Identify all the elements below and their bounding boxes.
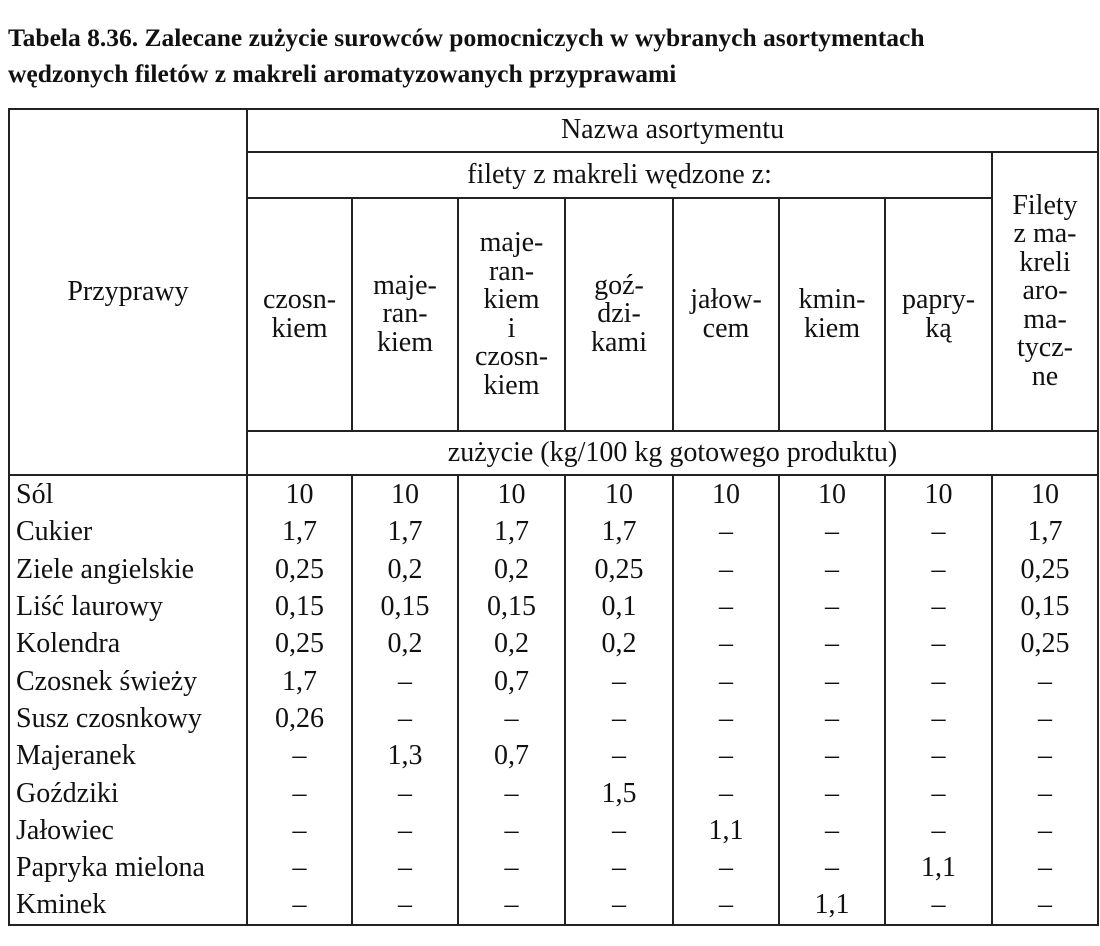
- table-cell: –: [992, 737, 1098, 774]
- table-row: [9, 625, 1098, 662]
- row-label: Majeranek: [9, 737, 247, 774]
- table-cell: 0,15: [992, 588, 1098, 625]
- table-row: [9, 774, 1098, 811]
- row-label: Ziele angielskie: [9, 551, 247, 588]
- row-label: Goździki: [9, 774, 247, 811]
- table-cell: –: [247, 812, 352, 849]
- group-header: Nazwa asortymentu: [247, 109, 1098, 152]
- table-cell: –: [673, 588, 779, 625]
- column-header: jałow- cem: [673, 198, 779, 431]
- table-cell: –: [458, 886, 565, 924]
- table-cell: 0,15: [458, 588, 565, 625]
- table-cell: –: [352, 662, 458, 699]
- table-cell: –: [673, 513, 779, 550]
- table-cell: –: [885, 513, 992, 550]
- table-cell: –: [885, 774, 992, 811]
- table-cell: –: [352, 886, 458, 924]
- table-cell: –: [779, 737, 885, 774]
- table-cell: 0,15: [247, 588, 352, 625]
- table-cell: –: [779, 588, 885, 625]
- table-cell: 1,1: [885, 849, 992, 886]
- spice-usage-table: [8, 108, 1099, 926]
- table-cell: 1,7: [352, 513, 458, 550]
- column-header-aromatic: Filety z ma- kreli aro- ma- tycz- ne: [992, 152, 1098, 431]
- table-cell: –: [352, 700, 458, 737]
- table-cell: –: [673, 551, 779, 588]
- row-header-spices: Przyprawy: [9, 109, 247, 475]
- table-cell: –: [779, 774, 885, 811]
- table-cell: –: [673, 625, 779, 662]
- table-cell: 0,25: [247, 551, 352, 588]
- table-cell: 0,2: [565, 625, 673, 662]
- table-cell: –: [673, 662, 779, 699]
- table-cell: –: [885, 551, 992, 588]
- row-label: Kolendra: [9, 625, 247, 662]
- table-cell: 0,7: [458, 737, 565, 774]
- table-cell: –: [992, 812, 1098, 849]
- table-row: [9, 849, 1098, 886]
- table-cell: 10: [565, 475, 673, 513]
- table-row: [9, 886, 1098, 924]
- column-header: goź- dzi- kami: [565, 198, 673, 431]
- table-cell: –: [992, 662, 1098, 699]
- table-cell: –: [885, 625, 992, 662]
- table-cell: –: [992, 700, 1098, 737]
- table-cell: –: [673, 886, 779, 924]
- table-row: [9, 700, 1098, 737]
- table-row: [9, 812, 1098, 849]
- table-cell: –: [247, 737, 352, 774]
- column-header: maje- ran- kiem i czosn- kiem: [458, 198, 565, 431]
- table-cell: 0,25: [247, 625, 352, 662]
- table-row: [9, 662, 1098, 699]
- table-cell: –: [885, 588, 992, 625]
- table-cell: –: [992, 849, 1098, 886]
- table-cell: –: [247, 849, 352, 886]
- caption-line-2: wędzonych filetów z makreli aromatyzowanych przyprawami: [8, 59, 677, 88]
- row-label: Susz czosnkowy: [9, 700, 247, 737]
- table-cell: –: [565, 812, 673, 849]
- row-label: Cukier: [9, 513, 247, 550]
- table-cell: –: [565, 849, 673, 886]
- table-cell: 10: [458, 475, 565, 513]
- table-cell: –: [565, 662, 673, 699]
- table-cell: 10: [247, 475, 352, 513]
- table-cell: 0,2: [458, 625, 565, 662]
- table-cell: 1,3: [352, 737, 458, 774]
- table-cell: 10: [992, 475, 1098, 513]
- table-cell: 1,7: [458, 513, 565, 550]
- table-cell: –: [885, 812, 992, 849]
- table-cell: 1,5: [565, 774, 673, 811]
- table-cell: 0,25: [992, 625, 1098, 662]
- table-cell: 10: [352, 475, 458, 513]
- table-cell: –: [779, 662, 885, 699]
- table-cell: –: [673, 700, 779, 737]
- table-cell: 0,25: [565, 551, 673, 588]
- table-cell: –: [779, 849, 885, 886]
- table-cell: 10: [673, 475, 779, 513]
- row-label: Jałowiec: [9, 812, 247, 849]
- table-cell: –: [565, 886, 673, 924]
- table-cell: –: [779, 700, 885, 737]
- caption-line-1: Tabela 8.36. Zalecane zużycie surowców pomocniczych w wybranych asortymentach: [8, 23, 925, 52]
- table-cell: 1,7: [565, 513, 673, 550]
- column-header: papry- ką: [885, 198, 992, 431]
- table-cell: –: [992, 774, 1098, 811]
- subgroup-header: filety z makreli wędzone z:: [247, 152, 992, 198]
- row-label: Papryka mielona: [9, 849, 247, 886]
- table-row: [9, 551, 1098, 588]
- table-cell: 0,25: [992, 551, 1098, 588]
- table-cell: 0,2: [352, 625, 458, 662]
- table-cell: –: [352, 849, 458, 886]
- table-cell: –: [352, 812, 458, 849]
- table-cell: 0,2: [458, 551, 565, 588]
- table-body: [9, 475, 1098, 925]
- table-cell: –: [458, 849, 565, 886]
- table-cell: –: [992, 886, 1098, 924]
- table-cell: –: [779, 551, 885, 588]
- table-cell: –: [352, 774, 458, 811]
- table-row: [9, 513, 1098, 550]
- table-cell: 0,2: [352, 551, 458, 588]
- table-cell: –: [885, 737, 992, 774]
- table-row: [9, 737, 1098, 774]
- table-cell: 0,1: [565, 588, 673, 625]
- table-cell: –: [247, 774, 352, 811]
- table-cell: –: [673, 774, 779, 811]
- table-cell: 0,15: [352, 588, 458, 625]
- table-cell: –: [779, 513, 885, 550]
- table-cell: –: [458, 700, 565, 737]
- table-cell: –: [565, 737, 673, 774]
- table-cell: 1,1: [673, 812, 779, 849]
- table-cell: 1,7: [992, 513, 1098, 550]
- table-cell: –: [565, 700, 673, 737]
- table-cell: 0,26: [247, 700, 352, 737]
- column-header: czosn- kiem: [247, 198, 352, 431]
- table-cell: 10: [885, 475, 992, 513]
- row-label: Sól: [9, 475, 247, 513]
- table-row: [9, 475, 1098, 513]
- table-cell: 1,7: [247, 662, 352, 699]
- table-cell: 0,7: [458, 662, 565, 699]
- table-cell: –: [673, 737, 779, 774]
- table-cell: 10: [779, 475, 885, 513]
- table-cell: –: [885, 886, 992, 924]
- row-label: Kminek: [9, 886, 247, 924]
- table-cell: –: [458, 774, 565, 811]
- table-cell: –: [673, 849, 779, 886]
- table-cell: –: [779, 812, 885, 849]
- table-cell: –: [458, 812, 565, 849]
- table-cell: 1,1: [779, 886, 885, 924]
- table-cell: 1,7: [247, 513, 352, 550]
- table-cell: –: [885, 700, 992, 737]
- row-label: Czosnek świeży: [9, 662, 247, 699]
- unit-row: zużycie (kg/100 kg gotowego produktu): [247, 431, 1098, 475]
- column-header: kmin- kiem: [779, 198, 885, 431]
- table-cell: –: [779, 625, 885, 662]
- table-cell: –: [885, 662, 992, 699]
- column-header: maje- ran- kiem: [352, 198, 458, 431]
- table-cell: –: [247, 886, 352, 924]
- table-row: [9, 588, 1098, 625]
- row-label: Liść laurowy: [9, 588, 247, 625]
- table-caption: [8, 20, 1098, 92]
